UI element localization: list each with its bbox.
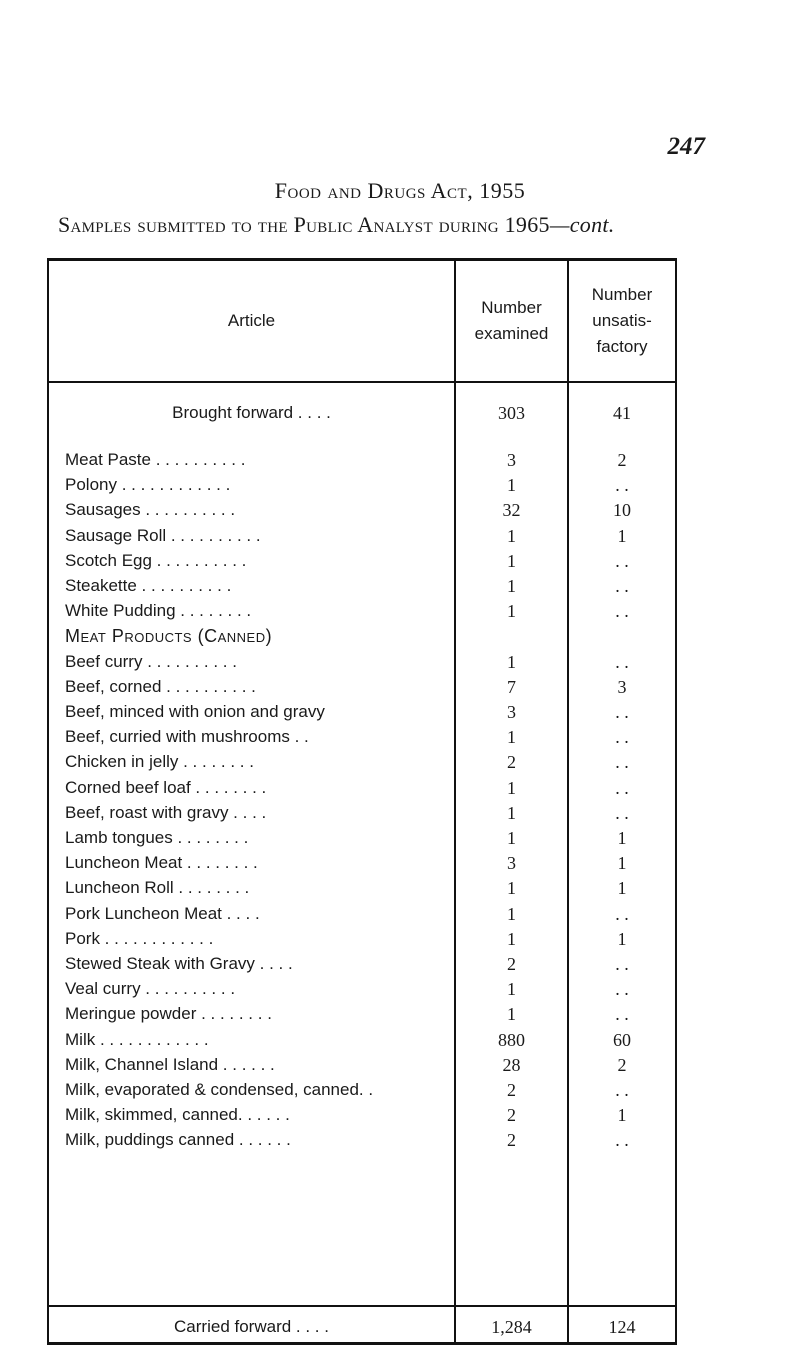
carried-forward-unsatisfactory: 124 <box>608 1317 636 1337</box>
article-name: Steakette . . . . . . . . . . <box>65 576 232 595</box>
number-unsatisfactory: 1 <box>617 878 627 899</box>
table-row <box>49 473 675 498</box>
article-name: Beef, roast with gravy . . . . <box>65 802 267 822</box>
number-unsatisfactory: 1 <box>617 525 627 546</box>
article-name: Milk . . . . . . . . . . . . <box>65 1029 209 1049</box>
page-title: Food and Drugs Act, 1955 <box>274 178 526 203</box>
number-examined: 1 <box>507 601 516 622</box>
table-row <box>49 826 675 851</box>
number-unsatisfactory: . . <box>615 777 629 798</box>
table-row <box>49 650 675 675</box>
number-unsatisfactory: . . <box>615 954 629 974</box>
table-row <box>49 700 675 725</box>
number-examined: 1 <box>507 727 516 748</box>
subtitle-text: Samples submitted to the Public Analyst during 1965 <box>58 212 550 237</box>
number-examined: 1 <box>507 828 516 848</box>
article-name: Pork . . . . . . . . . . . . <box>65 928 214 948</box>
page-number: 247 <box>667 133 705 160</box>
number-unsatisfactory: 3 <box>617 676 627 697</box>
number-examined: 1 <box>507 525 516 546</box>
article-name: Corned beef loaf . . . . . . . . <box>65 777 267 797</box>
number-unsatisfactory: . . <box>615 550 629 571</box>
table-row <box>49 927 675 952</box>
number-examined: 3 <box>507 450 516 470</box>
table-row <box>49 801 675 826</box>
article-name: Veal curry . . . . . . . . . . <box>65 979 236 999</box>
article-name: Sausage Roll . . . . . . . . . . <box>65 525 261 545</box>
section-heading: Meat Products (Canned) <box>65 626 273 647</box>
number-examined: 1 <box>507 878 516 899</box>
table-row <box>49 750 675 775</box>
number-unsatisfactory: . . <box>615 727 629 748</box>
number-examined: 2 <box>507 752 516 773</box>
table-row <box>49 448 675 473</box>
article-name: Beef curry . . . . . . . . . . <box>65 651 237 671</box>
number-unsatisfactory: . . <box>615 979 629 1000</box>
number-examined: 1 <box>507 1004 516 1025</box>
number-unsatisfactory: . . <box>615 601 629 622</box>
number-unsatisfactory: . . <box>615 1004 629 1025</box>
number-examined: 32 <box>502 500 521 521</box>
table-row <box>49 599 675 624</box>
brought-forward-row <box>49 401 675 426</box>
table-row <box>49 977 675 1002</box>
table-row <box>49 498 675 523</box>
number-unsatisfactory: . . <box>615 702 629 722</box>
table-row <box>49 524 675 549</box>
table-row <box>49 675 675 700</box>
number-examined: 7 <box>507 676 516 697</box>
header-unsat-line: unsatis- <box>592 311 652 330</box>
article-name: White Pudding . . . . . . . . <box>65 601 252 621</box>
number-unsatisfactory: 1 <box>617 853 627 874</box>
number-examined: 1 <box>507 928 516 949</box>
article-name: Beef, minced with onion and gravy <box>65 702 325 721</box>
number-examined: 1 <box>507 777 516 798</box>
number-unsatisfactory: . . <box>615 1080 629 1100</box>
number-examined: 2 <box>507 1105 516 1126</box>
number-examined: 1 <box>507 979 516 1000</box>
article-name: Milk, evaporated & condensed, canned. . <box>65 1080 374 1099</box>
number-unsatisfactory: 1 <box>617 828 627 848</box>
article-name: Beef, corned . . . . . . . . . . <box>65 676 256 696</box>
number-examined: 1 <box>507 651 516 672</box>
carried-forward-examined: 1,284 <box>491 1317 532 1337</box>
number-unsatisfactory: . . <box>615 752 629 773</box>
table-row <box>49 574 675 599</box>
table-row <box>49 876 675 901</box>
number-unsatisfactory: . . <box>615 576 629 596</box>
header-examined-line: examined <box>474 324 549 343</box>
number-unsatisfactory: 2 <box>617 1054 627 1075</box>
header-divider <box>49 381 675 383</box>
number-unsatisfactory: 60 <box>613 1029 631 1050</box>
samples-table <box>47 258 677 1345</box>
number-examined: 1 <box>507 802 516 823</box>
number-examined: 28 <box>502 1054 521 1075</box>
table-row <box>49 1078 675 1103</box>
number-unsatisfactory: 10 <box>613 500 631 521</box>
number-examined: 1 <box>507 475 516 496</box>
table-row <box>49 851 675 876</box>
header-unsat-line: Number <box>591 285 653 304</box>
number-unsatisfactory: . . <box>615 475 629 496</box>
article-name: Milk, puddings canned . . . . . . <box>65 1130 291 1150</box>
brought-forward-unsatisfactory: 41 <box>613 403 631 423</box>
article-name: Lamb tongues . . . . . . . . <box>65 828 249 847</box>
number-examined: 1 <box>507 903 516 924</box>
table-row <box>49 776 675 801</box>
number-examined: 3 <box>507 702 516 722</box>
subtitle-cont: —cont. <box>549 212 615 237</box>
carried-forward-row <box>49 1315 675 1340</box>
number-unsatisfactory: 1 <box>617 1105 627 1126</box>
table-row <box>49 952 675 977</box>
number-unsatisfactory: . . <box>615 1130 629 1151</box>
table-row <box>49 1002 675 1027</box>
table-row <box>49 902 675 927</box>
table-row <box>49 1103 675 1128</box>
header-number-examined <box>456 261 567 381</box>
carried-forward-label: Carried forward . . . . <box>174 1317 329 1336</box>
header-examined-line: Number <box>481 298 542 317</box>
brought-forward-label: Brought forward . . . . <box>172 403 331 422</box>
article-name: Luncheon Meat . . . . . . . . <box>65 853 258 873</box>
article-name: Beef, curried with mushrooms . . <box>65 727 309 747</box>
table-row <box>49 549 675 574</box>
table-row <box>49 1128 675 1153</box>
number-unsatisfactory: . . <box>615 651 629 672</box>
header-unsat-line: factory <box>596 337 648 356</box>
header-article-label: Article <box>227 311 276 330</box>
number-examined: 3 <box>507 853 516 874</box>
article-name: Polony . . . . . . . . . . . . <box>65 475 231 495</box>
article-name: Luncheon Roll . . . . . . . . <box>65 878 250 898</box>
article-name: Scotch Egg . . . . . . . . . . <box>65 550 247 570</box>
table-subtitle <box>58 212 615 238</box>
article-name: Pork Luncheon Meat . . . . <box>65 903 260 923</box>
number-examined: 1 <box>507 550 516 571</box>
article-name: Milk, skimmed, canned. . . . . . <box>65 1105 290 1125</box>
header-article <box>49 261 454 381</box>
number-unsatisfactory: 1 <box>617 928 627 949</box>
brought-forward-examined: 303 <box>498 403 525 423</box>
footer-divider <box>49 1305 675 1307</box>
number-examined: 2 <box>507 1130 516 1151</box>
number-examined: 2 <box>507 954 516 974</box>
section-heading-row <box>49 624 675 649</box>
article-name: Meringue powder . . . . . . . . <box>65 1004 272 1024</box>
number-unsatisfactory: . . <box>615 802 629 823</box>
article-name: Chicken in jelly . . . . . . . . <box>65 752 254 772</box>
number-examined: 1 <box>507 576 516 596</box>
article-name: Sausages . . . . . . . . . . <box>65 500 236 520</box>
number-examined: 880 <box>498 1029 525 1050</box>
number-unsatisfactory: 2 <box>617 450 627 470</box>
article-name: Meat Paste . . . . . . . . . . <box>65 450 246 469</box>
number-unsatisfactory: . . <box>615 903 629 924</box>
table-row <box>49 1028 675 1053</box>
header-number-unsatisfactory <box>569 261 675 381</box>
article-name: Stewed Steak with Gravy . . . . <box>65 954 293 973</box>
number-examined: 2 <box>507 1080 516 1100</box>
table-row <box>49 725 675 750</box>
article-name: Milk, Channel Island . . . . . . <box>65 1054 275 1074</box>
table-row <box>49 1053 675 1078</box>
